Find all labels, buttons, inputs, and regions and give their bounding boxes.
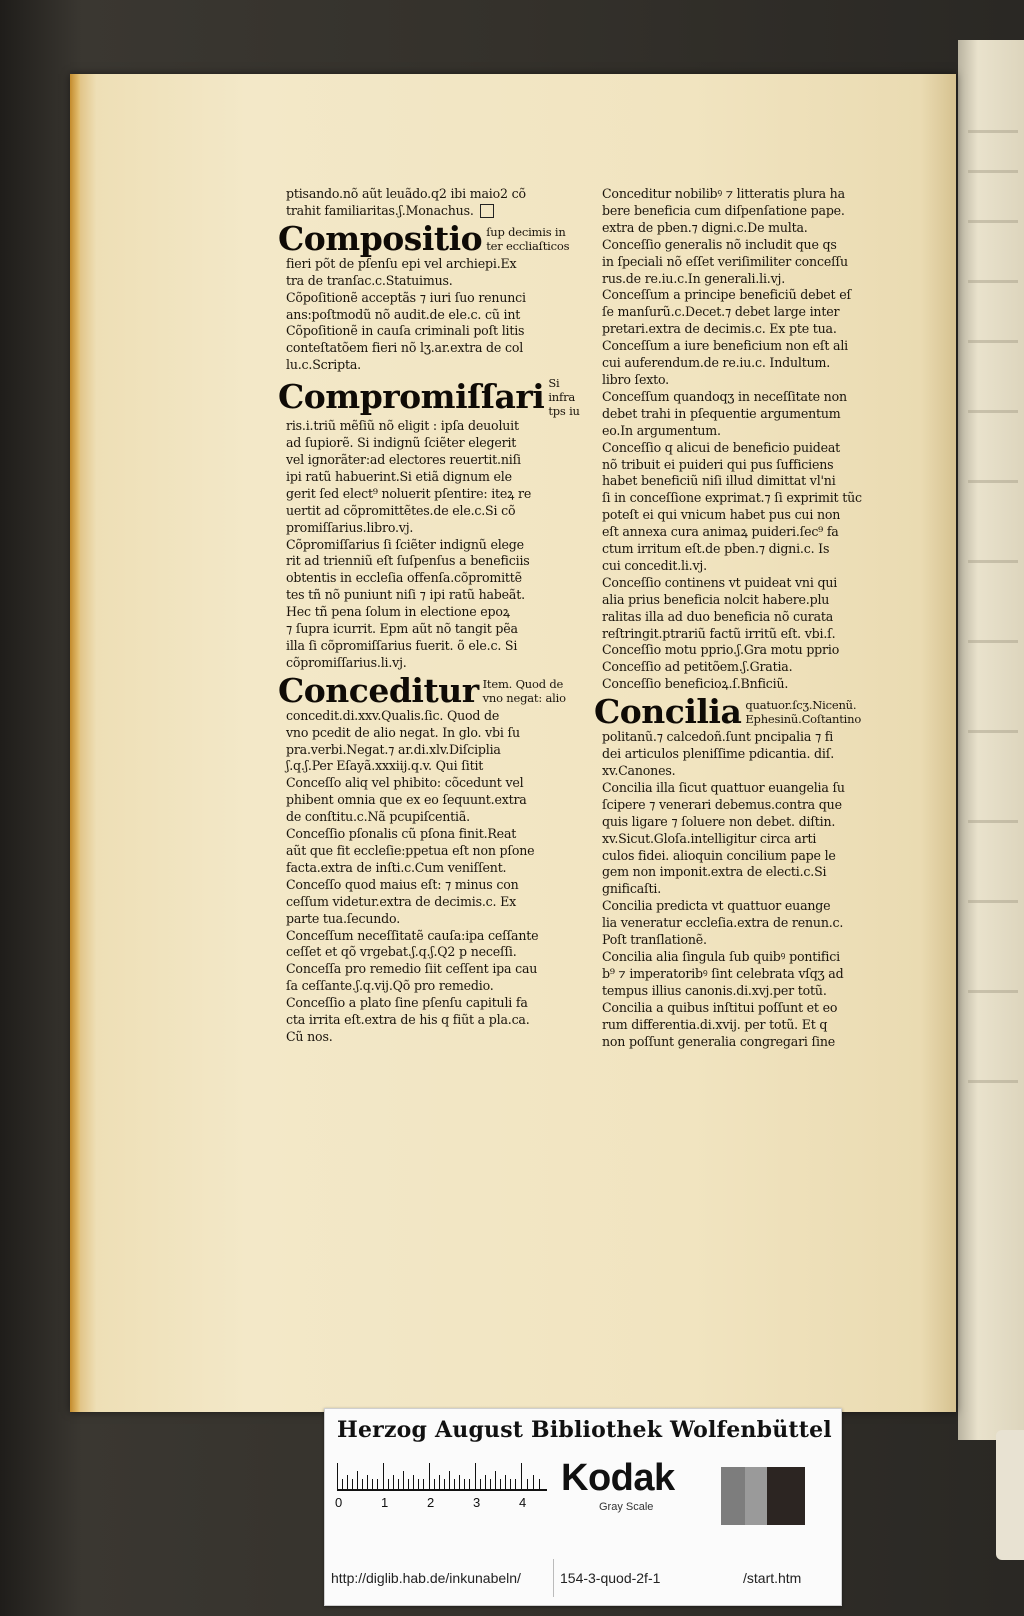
text-line: Hec tñ pena ſolum in electione epoꝝ bbox=[286, 604, 510, 620]
text-line: aũt que fit eccleſie:ppetua eſt non pſone bbox=[286, 843, 535, 858]
text-line: Concilia illa ſicut quattuor euangelia ſu bbox=[602, 779, 845, 795]
text-line: ralitas illa ad duo beneficia nõ curata bbox=[602, 608, 834, 624]
text-line: b⁹ ⁊ imperatoribꝰ ſint celebrata vſqʒ ad bbox=[602, 965, 844, 981]
initial-heading: Compromiſſari bbox=[278, 377, 545, 417]
text-line: Poſt tranſlationẽ. bbox=[602, 932, 707, 948]
text-line: reſtringit.ptrariũ factũ irritũ eſt. vbi.ſ. bbox=[602, 625, 836, 641]
text-line: Conceſſio a plato ſine pſenſu capituli fa bbox=[286, 995, 528, 1011]
text-line: dei articulos pleniſſime pdicantia. diſ. bbox=[602, 746, 835, 762]
text-line: Conceſſio generalis nõ includit que qs bbox=[602, 236, 837, 252]
text-line: Conceſſio ad petitõem.ʃ.Gratia. bbox=[602, 659, 793, 675]
text-line: ſi in conceſſione exprimat.⁊ ſi exprimit tũc bbox=[602, 490, 862, 506]
text-line: gerit ſed elect⁹ noluerit pſentire: iteꝝ re bbox=[286, 485, 532, 501]
text-line: facta.extra de inſti.c.Cum veniſſent. bbox=[286, 859, 507, 875]
text-line: Conceſſio motu pprio.ʃ.Gra motu pprio bbox=[602, 642, 840, 658]
text-line: xv.Sicut.Gloſa.intelligitur circa arti bbox=[602, 830, 817, 846]
text-line: gem non imponit.extra de electi.c.Si bbox=[602, 864, 827, 880]
text-line: Conceſſio q alicui de beneficio puideat bbox=[602, 439, 841, 455]
text-line: promiſſarius.libro.vj. bbox=[286, 519, 414, 535]
text-line: cõpromiſſarius.li.vj. bbox=[286, 654, 407, 670]
text-line: non poſſunt generalia congregari ſine bbox=[602, 1033, 835, 1049]
text-line: vel ignorãter:ad electores reuertit.niſi bbox=[286, 451, 521, 467]
text-line: alia prius beneficia nolcit habere.plu bbox=[602, 591, 830, 607]
text-line: ſcipere ⁊ venerari debemus.contra que bbox=[602, 796, 842, 812]
kodak-color-target: Herzog August Bibliothek Wolfenbüttel 0 1 2 3 4 Kodak Gray Scale http://diglib.hab.de/inkunabeln/ 154-3-quod-2f-1 /start.htm bbox=[324, 1408, 842, 1606]
text-line: pretari.extra de decimis.c. Ex pte tua. bbox=[602, 321, 837, 337]
text-line: ptisando.nõ aũt leuãdo.q2 ibi maio2 cõ bbox=[286, 186, 526, 201]
text-line: tempus illius canonis.di.xvj.per totũ. bbox=[602, 982, 827, 998]
left-text-column bbox=[278, 186, 586, 1046]
text-line: culos fidei. alioquin concilium pape le bbox=[602, 847, 836, 863]
text-line: ipi ratũ habuerint.Si etiã dignum ele bbox=[286, 468, 512, 484]
text-line: lu.c.Scripta. bbox=[286, 357, 361, 373]
text-line: Concilia predicta vt quattuor euange bbox=[602, 898, 831, 914]
text-line: Conceſſum a iure beneficium non eſt ali bbox=[602, 338, 848, 354]
url-row bbox=[325, 1559, 841, 1599]
text-line: de conſtitu.c.Nã pcupiſcentiã. bbox=[286, 809, 470, 825]
text-line: Conceſſio pſonalis cũ pſona finit.Reat bbox=[286, 826, 517, 842]
text-line: libro ſexto. bbox=[602, 371, 669, 387]
text-line: cta irrita eſt.extra de his q fiũt a pla.ca. bbox=[286, 1012, 530, 1028]
heading-sidetext: Item. Quod de vno negat: alio bbox=[482, 676, 566, 705]
text-line: debet trahi in pſequentie argumentum bbox=[602, 405, 841, 421]
heading-conceditur bbox=[278, 670, 586, 710]
text-line: ⁊ ſupra icurrit. Epm aũt nõ tangit pẽa bbox=[286, 621, 518, 637]
text-line: Conceditur nobilibꝰ ⁊ litteratis plura ha bbox=[602, 186, 845, 201]
text-line: Conceſſo aliq vel phibito: cõcedunt vel bbox=[286, 775, 524, 791]
library-name: Herzog August Bibliothek Wolfenbüttel bbox=[337, 1417, 832, 1443]
url-base: http://diglib.hab.de/inkunabeln/ bbox=[331, 1570, 521, 1586]
text-line: eo.In argumentum. bbox=[602, 422, 721, 438]
text-line: ans:poſtmodũ nõ audit.de ele.c. cũ int bbox=[286, 306, 521, 322]
text-line: tes tñ nõ puniunt niſi ⁊ ipi ratũ habeãt. bbox=[286, 587, 525, 603]
text-line: trahit familiaritas.ʃ.Monachus. bbox=[286, 203, 586, 220]
square-marker-icon bbox=[480, 204, 494, 218]
text-line: Conceſſum a principe beneficiũ debet eſ bbox=[602, 287, 851, 303]
text-line: ctum irritum eſt.de pben.⁊ digni.c. Is bbox=[602, 541, 830, 557]
text-line: phibent omnia que ex eo ſequunt.extra bbox=[286, 792, 527, 808]
heading-sidetext: ſup decimis in ter eccliaſticos bbox=[486, 224, 570, 253]
text-line: vno pcedit de alio negat. In glo. vbi ſu bbox=[286, 724, 520, 740]
text-line: ris.i.triũ mẽſiũ nõ eligit : ipſa deuoluit bbox=[286, 418, 519, 434]
text-line: parte tua.ſecundo. bbox=[286, 910, 401, 926]
text-line: quis ligare ⁊ ſoluere non debet. diſtin. bbox=[602, 813, 836, 829]
initial-heading: Conceditur bbox=[278, 670, 479, 710]
text-line: Conceſſum neceſſitatẽ cauſa:ipa ceſſante bbox=[286, 927, 539, 943]
text-line: rum differentia.di.xvij. per totũ. Et q bbox=[602, 1016, 828, 1032]
text-line: rus.de re.iu.c.In generali.li.vj. bbox=[602, 270, 786, 286]
text-line: conteſtatõem fieri nõ lʒ.ar.extra de col bbox=[286, 340, 524, 356]
text-line: Cõpromiſſarius ſi ſciẽter indignũ elege bbox=[286, 536, 524, 552]
text-line: concedit.di.xxv.Qualis.ſic. Quod de bbox=[286, 707, 500, 723]
text-line: bere beneficia cum diſpenſatione pape. bbox=[602, 202, 845, 218]
text-line: nõ tribuit ei puideri qui pus ſufficiens bbox=[602, 456, 834, 472]
initial-heading: Concilia bbox=[594, 692, 742, 732]
url-suffix: /start.htm bbox=[743, 1570, 802, 1586]
text-line: rit ad trienniũ eſt ſuſpenſus a beneficiis bbox=[286, 553, 530, 569]
text-line: cui auferendum.de re.iu.c. Indultum. bbox=[602, 355, 831, 371]
page-gutter-edge bbox=[70, 74, 80, 1412]
text-line: Cõpoſitionẽ acceptãs ⁊ iuri ſuo renunci bbox=[286, 289, 526, 305]
scale-ruler bbox=[337, 1461, 547, 1491]
text-line: obtentis in eccleſia offenſa.cõpromittẽ bbox=[286, 570, 522, 586]
text-line: tra de tranſac.c.Statuimus. bbox=[286, 272, 453, 288]
text-line: ſa ceſſante.ʃ.q.vij.Qõ pro remedio. bbox=[286, 978, 494, 994]
text-line: eſt annexa cura animaꝝ puideri.ſec⁹ fa bbox=[602, 524, 839, 540]
heading-compositio bbox=[278, 218, 586, 258]
text-line: lia veneratur eccleſia.extra de renun.c. bbox=[602, 915, 844, 931]
text-line: extra de pben.⁊ digni.c.De multa. bbox=[602, 219, 808, 235]
text-line: in ſpeciali nõ eſſet veriſimiliter conceſſu bbox=[602, 253, 848, 269]
kodak-logo: Kodak bbox=[561, 1457, 675, 1499]
text-line: ceſſum videtur.extra de decimis.c. Ex bbox=[286, 893, 517, 909]
text-line: illa ſi cõpromiſſarius fuerit. õ ele.c. Si bbox=[286, 637, 518, 653]
heading-compromissari bbox=[278, 376, 586, 418]
text-line: fieri põt de pſenſu epi vel archiepi.Ex bbox=[286, 255, 517, 271]
side-label-tab bbox=[996, 1430, 1024, 1560]
url-id: 154-3-quod-2f-1 bbox=[553, 1559, 678, 1597]
text-line: Concilia alia ſingula ſub quibꝰ pontifici bbox=[602, 948, 840, 964]
text-line: cui concedit.li.vj. bbox=[602, 557, 707, 573]
text-line: Conceſſa pro remedio ſiit ceſſent ipa cau bbox=[286, 961, 538, 977]
text-line: Cõpoſitionẽ in cauſa criminali poſt litis bbox=[286, 323, 525, 339]
initial-heading: Compositio bbox=[278, 218, 483, 258]
text-line: Concilia a quibus inſtitui poſſunt et eo bbox=[602, 999, 838, 1015]
text-line: Conceſſio beneficioꝝ.ſ.Bnficiũ. bbox=[602, 676, 789, 692]
text-line: ad ſupiorẽ. Si indignũ ſciẽter elegerit bbox=[286, 435, 517, 451]
adjacent-page-edge bbox=[958, 40, 1024, 1440]
text-line: gnificaſti. bbox=[602, 881, 662, 897]
heading-sidetext: Si infra tps iu bbox=[548, 376, 580, 419]
gray-swatch-dark bbox=[767, 1467, 805, 1525]
text-line: Conceſſio continens vt puideat vni qui bbox=[602, 574, 838, 590]
text-line: uertit ad cõpromittẽtes.de ele.c.Si cõ bbox=[286, 502, 516, 518]
text-line: Conceſſo quod maius eſt: ⁊ minus con bbox=[286, 876, 519, 892]
gray-swatch-mid bbox=[745, 1467, 767, 1525]
text-line: habet beneficiũ niſi illud dimittat vl'ni bbox=[602, 473, 836, 489]
gray-scale-label: Gray Scale bbox=[599, 1501, 654, 1513]
heading-sidetext: quatuor.ſcʒ.Nicenũ. Ephesinũ.Coſtantino bbox=[745, 698, 862, 727]
text-line: Cũ nos. bbox=[286, 1028, 333, 1044]
text-line: ʃ.q.ʃ.Per Eſayã.xxxiij.q.v. Qui ſitit bbox=[286, 758, 484, 774]
text-line: Conceſſum quandoqʒ in neceſſitate non bbox=[602, 388, 847, 404]
heading-concilia bbox=[594, 692, 902, 732]
text-line: politanũ.⁊ calcedoñ.ſunt pncipalia ⁊ fi bbox=[602, 729, 834, 745]
text-line: xv.Canones. bbox=[602, 763, 676, 778]
gray-swatch-light bbox=[721, 1467, 745, 1525]
text-line: pra.verbi.Negat.⁊ ar.di.xlv.Diſciplia bbox=[286, 741, 501, 757]
right-text-column bbox=[594, 186, 902, 1050]
text-line: ſe manſurũ.c.Decet.⁊ debet large inter bbox=[602, 304, 840, 320]
text-line: ceſſet et qõ vrgebat.ʃ.q.ʃ.Q2 p neceſſi. bbox=[286, 944, 517, 960]
text-line: poteſt ei qui vnicum habet pus cui non bbox=[602, 507, 841, 523]
